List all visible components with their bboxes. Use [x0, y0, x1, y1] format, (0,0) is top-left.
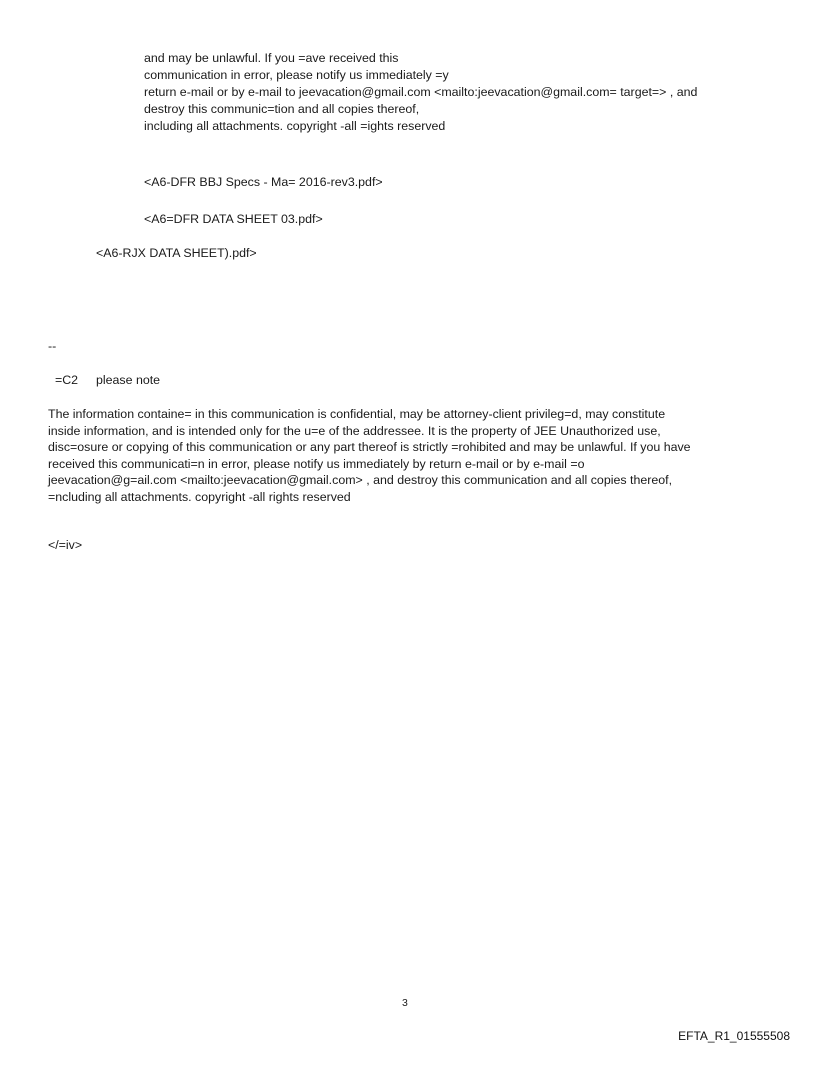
disclaimer-line: The information containe= in this communication is confidential, may be attorney-client privileg=d, may constitute — [48, 407, 666, 421]
attachment-reference: <A6=DFR DATA SHEET 03.pdf> — [144, 212, 323, 226]
note-text: please note — [96, 373, 161, 387]
page-number: 3 — [402, 997, 408, 1009]
quoted-disclaimer-line: including all attachments. copyright -all =ights reserved — [144, 119, 446, 133]
disclaimer-line: =ncluding all attachments. copyright -all rights reserved — [48, 489, 351, 504]
note-label: =C2 — [55, 373, 79, 387]
quoted-disclaimer-line: destroy this communic=tion and all copies thereof, — [144, 102, 420, 116]
disclaimer-line: disc=osure or copying of this communication or any part thereof is strictly =rohibited and may be unlawful. If you have — [48, 440, 691, 454]
closing-tag-text: </=iv> — [48, 538, 83, 552]
quoted-disclaimer-line: return e-mail or by e-mail to jeevacation@gmail.com <mailto:jeevacation@gmail.com= target=> , and — [144, 85, 698, 99]
disclaimer-line: inside information, and is intended only for the u=e of the addressee. It is the property of JEE Unauthorized use, — [48, 423, 661, 438]
quoted-disclaimer-line: communication in error, please notify us immediately =y — [144, 68, 449, 82]
disclaimer-paragraph — [48, 406, 768, 505]
disclaimer-line: received this communicati=n in error, please notify us immediately by return e-mail or by e-mail =o — [48, 456, 585, 471]
disclaimer-line: jeevacation@g=ail.com <mailto:jeevacation@gmail.com> , and destroy this communication and all copies thereof, — [48, 473, 673, 487]
quoted-disclaimer-line: and may be unlawful. If you =ave received this — [144, 51, 399, 65]
attachment-reference: <A6-RJX DATA SHEET).pdf> — [96, 246, 257, 260]
signature-separator: -- — [48, 339, 57, 353]
attachment-reference: <A6-DFR BBJ Specs - Ma= 2016-rev3.pdf> — [144, 175, 383, 189]
document-id: EFTA_R1_01555508 — [678, 1029, 790, 1043]
